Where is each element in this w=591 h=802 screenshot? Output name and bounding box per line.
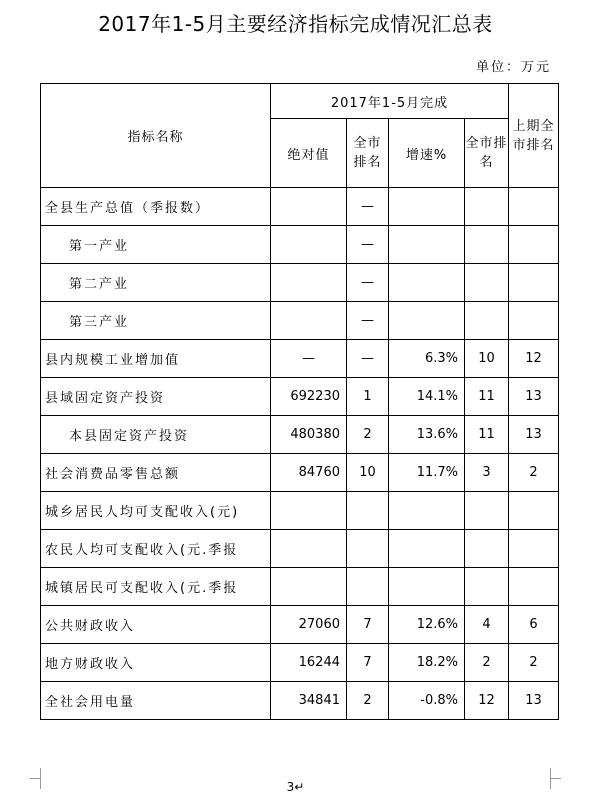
absolute-value: 27060 [271, 606, 347, 644]
growth-city-rank: 2 [465, 644, 509, 682]
growth-city-rank [465, 530, 509, 568]
indicator-name: 县内规模工业增加值 [41, 340, 271, 378]
growth-city-rank: 3 [465, 454, 509, 492]
city-rank [347, 492, 389, 530]
indicator-name: 第三产业 [41, 302, 271, 340]
growth-rate: 12.6% [389, 606, 465, 644]
absolute-value: 16244 [271, 644, 347, 682]
absolute-value: 480380 [271, 416, 347, 454]
header-growth-city-rank: 全市排名 [465, 119, 509, 188]
prev-rank: 12 [509, 340, 559, 378]
header-indicator-name: 指标名称 [41, 84, 271, 188]
growth-rate [389, 226, 465, 264]
city-rank: — [347, 264, 389, 302]
growth-rate: 6.3% [389, 340, 465, 378]
absolute-value: — [271, 340, 347, 378]
header-absolute-value: 绝对值 [271, 119, 347, 188]
table-row [41, 454, 559, 492]
growth-city-rank [465, 568, 509, 606]
indicator-name: 农民人均可支配收入(元.季报 [41, 530, 271, 568]
indicator-name: 全社会用电量 [41, 682, 271, 720]
prev-rank [509, 226, 559, 264]
growth-rate: 11.7% [389, 454, 465, 492]
city-rank [347, 568, 389, 606]
city-rank: 7 [347, 644, 389, 682]
indicator-table [40, 83, 559, 720]
corner-mark-right [550, 768, 551, 778]
table-row [41, 416, 559, 454]
growth-rate [389, 302, 465, 340]
prev-rank [509, 264, 559, 302]
growth-rate: -0.8% [389, 682, 465, 720]
prev-rank: 6 [509, 606, 559, 644]
growth-rate [389, 264, 465, 302]
prev-rank: 13 [509, 682, 559, 720]
growth-city-rank [465, 492, 509, 530]
indicator-name: 第一产业 [41, 226, 271, 264]
absolute-value [271, 302, 347, 340]
unit-label: 单位：万元 [475, 60, 551, 75]
growth-city-rank: 12 [465, 682, 509, 720]
absolute-value [271, 264, 347, 302]
prev-rank [509, 568, 559, 606]
page-title: 2017年1-5月主要经济指标完成情况汇总表 [98, 12, 493, 36]
header-growth-rate: 增速% [389, 119, 465, 188]
indicator-name: 公共财政收入 [41, 606, 271, 644]
growth-rate [389, 492, 465, 530]
prev-rank [509, 530, 559, 568]
growth-rate: 18.2% [389, 644, 465, 682]
city-rank: — [347, 188, 389, 226]
city-rank: 2 [347, 682, 389, 720]
table-row [41, 188, 559, 226]
growth-rate [389, 568, 465, 606]
city-rank: — [347, 226, 389, 264]
growth-rate: 14.1% [389, 378, 465, 416]
prev-rank: 13 [509, 416, 559, 454]
indicator-name: 本县固定资产投资 [41, 416, 271, 454]
header-period: 2017年1-5月完成 [271, 84, 509, 119]
table-row [41, 644, 559, 682]
indicator-name: 第二产业 [41, 264, 271, 302]
prev-rank [509, 492, 559, 530]
absolute-value [271, 188, 347, 226]
growth-city-rank: 11 [465, 378, 509, 416]
table-row [41, 302, 559, 340]
absolute-value: 692230 [271, 378, 347, 416]
growth-city-rank: 11 [465, 416, 509, 454]
city-rank: — [347, 302, 389, 340]
growth-city-rank [465, 226, 509, 264]
indicator-name: 城镇居民可支配收入(元.季报 [41, 568, 271, 606]
table-row [41, 530, 559, 568]
table-row [41, 378, 559, 416]
absolute-value [271, 530, 347, 568]
corner-mark-left [40, 768, 41, 778]
absolute-value: 34841 [271, 682, 347, 720]
city-rank: — [347, 340, 389, 378]
header-city-rank: 全市排名 [347, 119, 389, 188]
growth-city-rank [465, 264, 509, 302]
header-prev-rank: 上期全市排名 [509, 84, 559, 188]
growth-rate: 13.6% [389, 416, 465, 454]
indicator-name: 社会消费品零售总额 [41, 454, 271, 492]
growth-city-rank [465, 302, 509, 340]
absolute-value [271, 492, 347, 530]
table-row [41, 226, 559, 264]
prev-rank: 2 [509, 454, 559, 492]
prev-rank [509, 302, 559, 340]
table-row [41, 568, 559, 606]
growth-city-rank [465, 188, 509, 226]
prev-rank: 2 [509, 644, 559, 682]
growth-rate [389, 530, 465, 568]
page-number: 3↵ [286, 780, 305, 794]
indicator-name: 城乡居民人均可支配收入(元) [41, 492, 271, 530]
table-row [41, 264, 559, 302]
city-rank [347, 530, 389, 568]
growth-city-rank: 4 [465, 606, 509, 644]
indicator-name: 地方财政收入 [41, 644, 271, 682]
table-row [41, 492, 559, 530]
absolute-value [271, 568, 347, 606]
city-rank: 1 [347, 378, 389, 416]
growth-city-rank: 10 [465, 340, 509, 378]
growth-rate [389, 188, 465, 226]
absolute-value [271, 226, 347, 264]
city-rank: 10 [347, 454, 389, 492]
indicator-name: 全县生产总值（季报数） [41, 188, 271, 226]
city-rank: 2 [347, 416, 389, 454]
table-row [41, 682, 559, 720]
prev-rank: 13 [509, 378, 559, 416]
table-row [41, 606, 559, 644]
prev-rank [509, 188, 559, 226]
city-rank: 7 [347, 606, 389, 644]
indicator-name: 县域固定资产投资 [41, 378, 271, 416]
table-row [41, 340, 559, 378]
absolute-value: 84760 [271, 454, 347, 492]
